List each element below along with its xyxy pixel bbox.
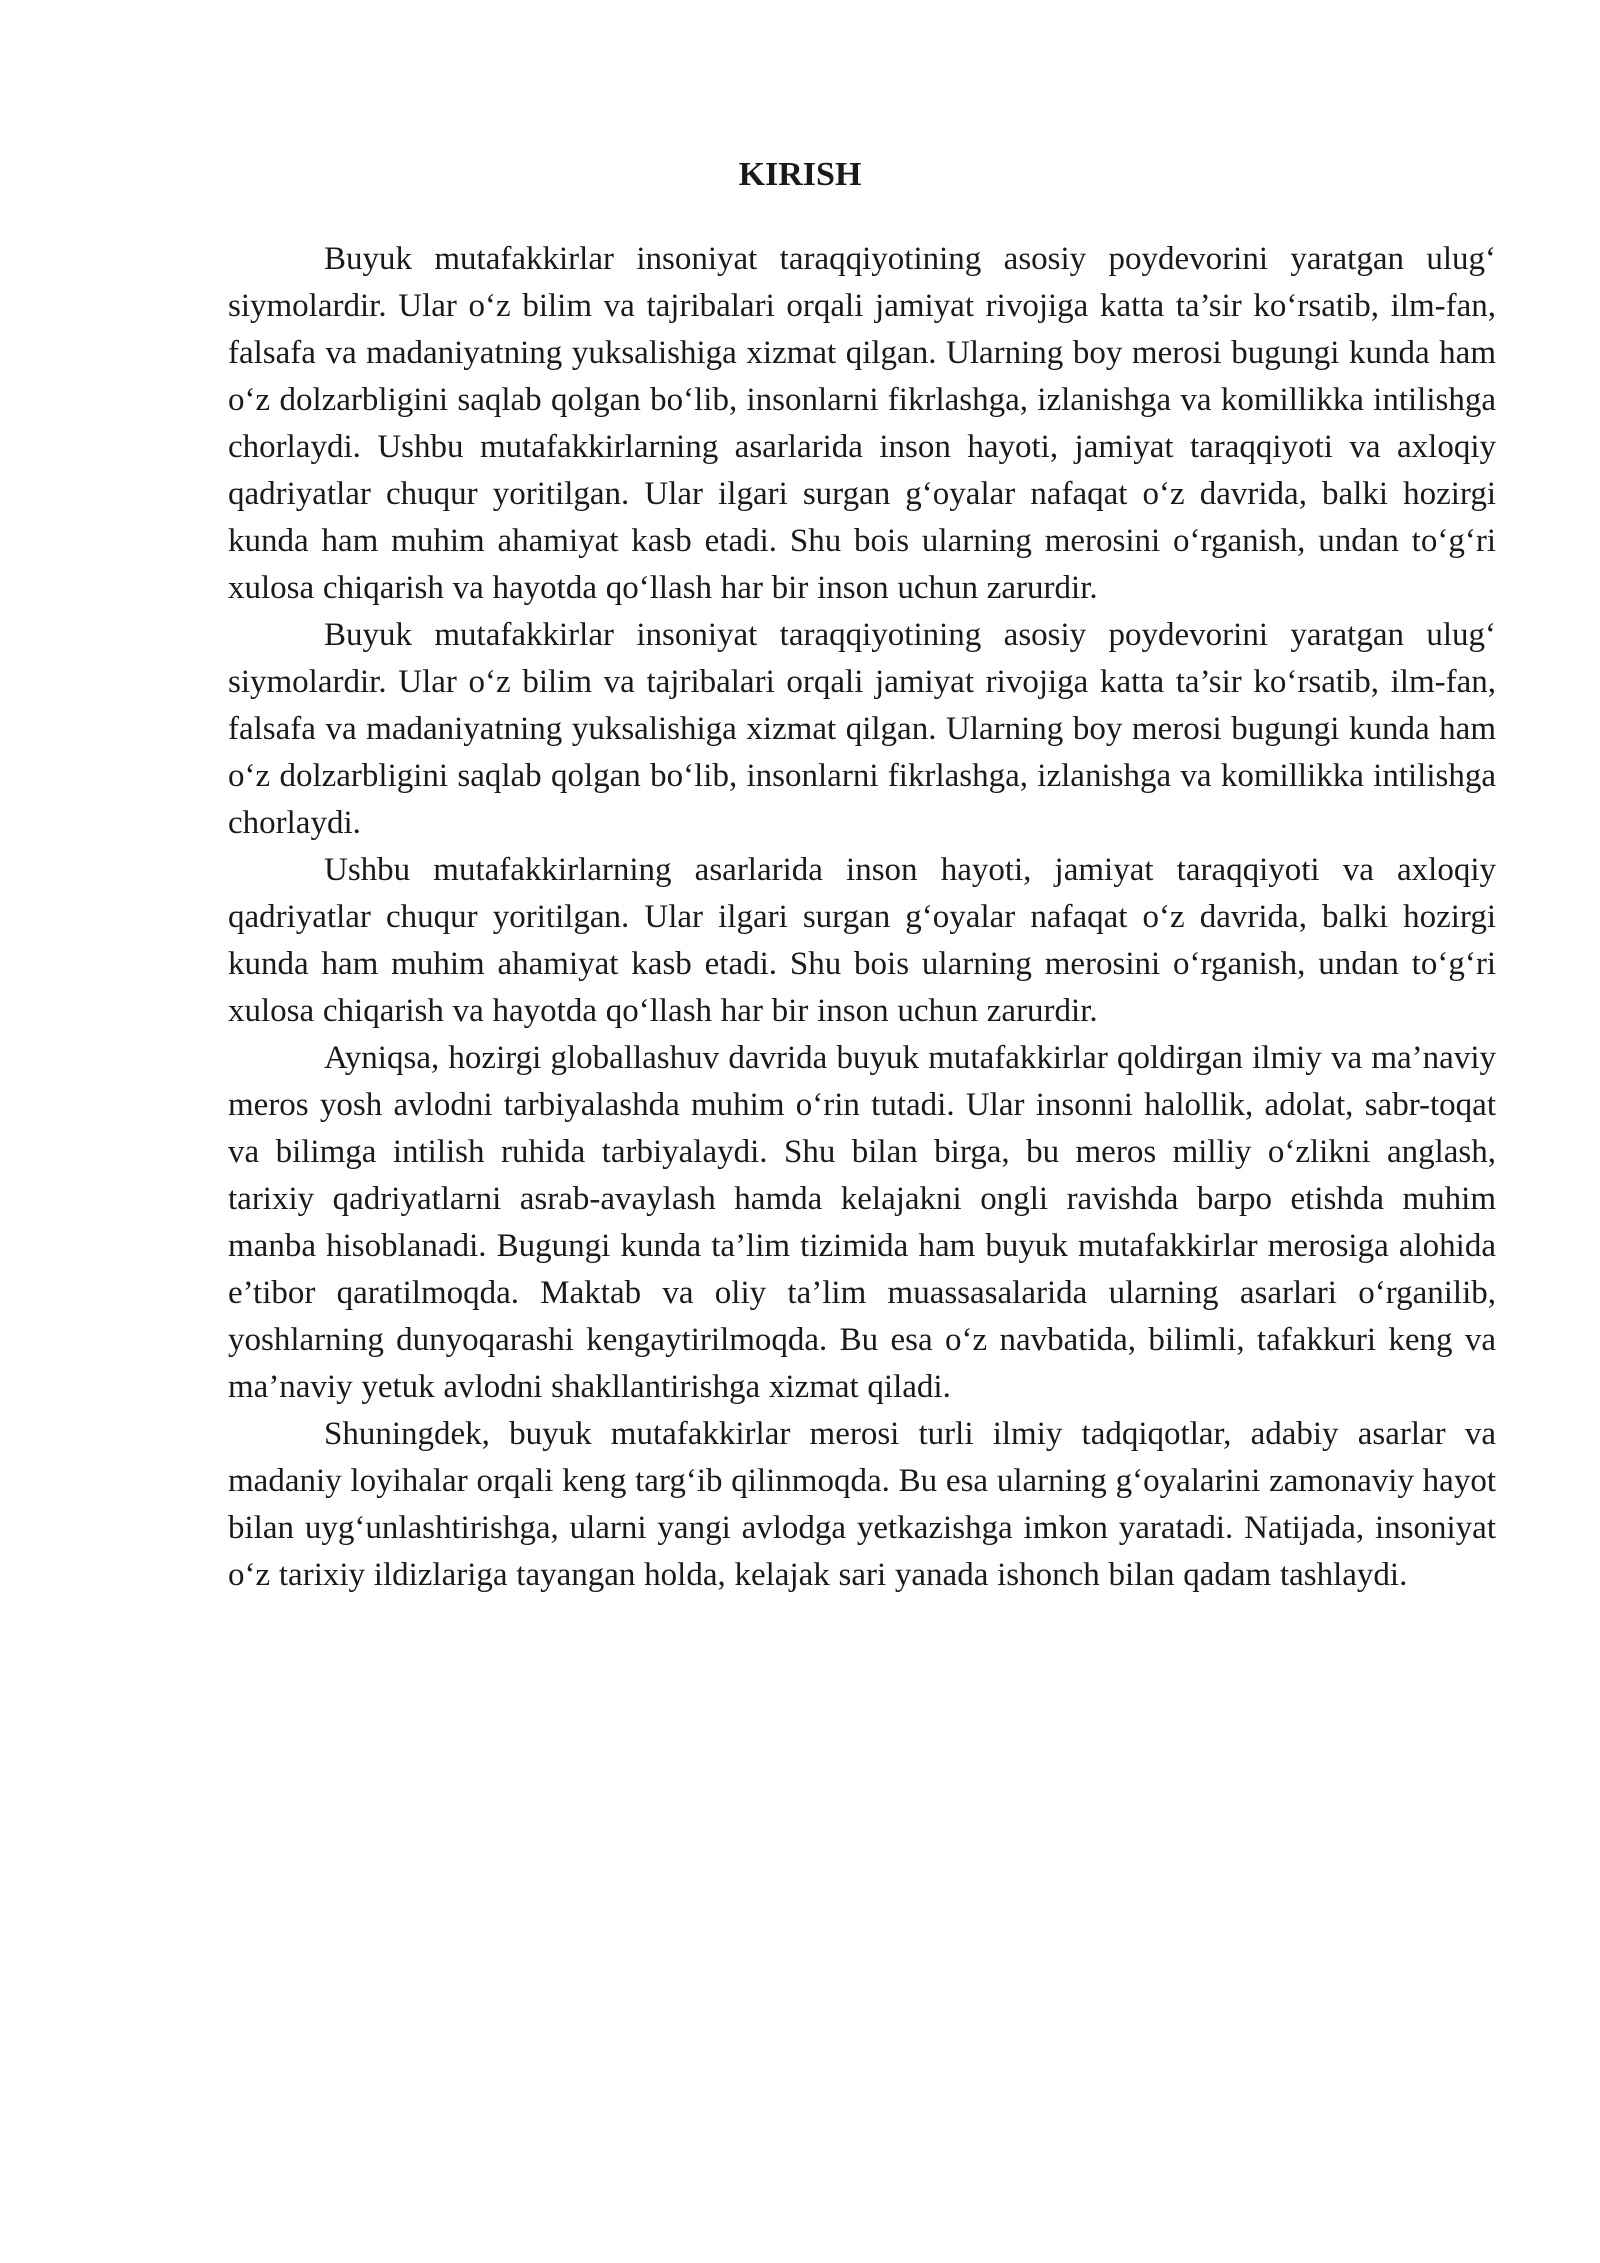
paragraph-5: Shuningdek, buyuk mutafakkirlar merosi turli ilmiy tadqiqotlar, adabiy asarlar va madaniy loyihalar orqali keng targ‘ib qilinmoqda. Bu esa ularning g‘oyalarini zamonaviy hayot bilan uyg‘unlashtirishga, ularni yangi avlodga yetkazishga imkon yaratadi. Natijada, insoniyat o‘z tarixiy ildizlariga tayangan holda, kelajak sari yanada ishonch bilan qadam tashlaydi. (228, 1416, 1496, 1593)
paragraph-2: Buyuk mutafakkirlar insoniyat taraqqiyotining asosiy poydevorini yaratgan ulug‘ siymolardir. Ular o‘z bilim va tajribalari orqali jamiyat rivojiga katta ta’sir ko‘rsatib, ilm-fan, falsafa va madaniyatning yuksalishiga xizmat qilgan. Ularning boy merosi bugungi kunda ham o‘z dolzarbligini saqlab qolgan bo‘lib, insonlarni fikrlashga, izlanishga va komillikka intilishga chorlaydi. (228, 617, 1496, 841)
paragraph-3: Ushbu mutafakkirlarning asarlarida inson hayoti, jamiyat taraqqiyoti va axloqiy qadriyatlar chuqur yoritilgan. Ular ilgari surgan g‘oyalar nafaqat o‘z davrida, balki hozirgi kunda ham muhim ahamiyat kasb etadi. Shu bois ularning merosini o‘rganish, undan to‘g‘ri xulosa chiqarish va hayotda qo‘llash har bir inson uchun zarurdir. (228, 852, 1496, 1029)
paragraph-4: Ayniqsa, hozirgi globallashuv davrida buyuk mutafakkirlar qoldirgan ilmiy va ma’naviy meros yosh avlodni tarbiyalashda muhim o‘rin tutadi. Ular insonni halollik, adolat, sabr-toqat va bilimga intilish ruhida tarbiyalaydi. Shu bilan birga, bu meros milliy o‘zlikni anglash, tarixiy qadriyatlarni asrab-avaylash hamda kelajakni ongli ravishda barpo etishda muhim manba hisoblanadi. Bugungi kunda ta’lim tizimida ham buyuk mutafakkirlar merosiga alohida e’tibor qaratilmoqda. Maktab va oliy ta’lim muassasalarida ularning asarlari o‘rganilib, yoshlarning dunyoqarashi kengaytirilmoqda. Bu esa o‘z navbatida, bilimli, tafakkuri keng va ma’naviy yetuk avlodni shakllantirishga xizmat qiladi. (228, 1040, 1496, 1405)
paragraph-1: Buyuk mutafakkirlar insoniyat taraqqiyotining asosiy poydevorini yaratgan ulug‘ siymolardir. Ular o‘z bilim va tajribalari orqali jamiyat rivojiga katta ta’sir ko‘rsatib, ilm-fan, falsafa va madaniyatning yuksalishiga xizmat qilgan. Ularning boy merosi bugungi kunda ham o‘z dolzarbligini saqlab qolgan bo‘lib, insonlarni fikrlashga, izlanishga va komillikka intilishga chorlaydi. Ushbu mutafakkirlarning asarlarida inson hayoti, jamiyat taraqqiyoti va axloqiy qadriyatlar chuqur yoritilgan. Ular ilgari surgan g‘oyalar nafaqat o‘z davrida, balki hozirgi kunda ham muhim ahamiyat kasb etadi. Shu bois ularning merosini o‘rganish, undan to‘g‘ri xulosa chiqarish va hayotda qo‘llash har bir inson uchun zarurdir. (228, 241, 1496, 606)
section-heading: KIRISH (738, 156, 862, 193)
document-body (228, 236, 1496, 1599)
